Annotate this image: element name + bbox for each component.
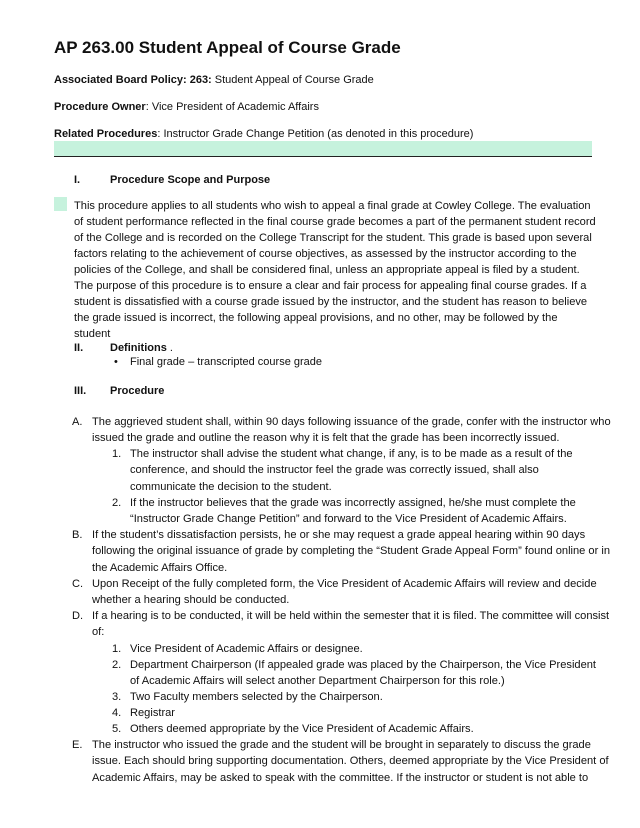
section-title: Procedure Scope and Purpose xyxy=(110,174,271,186)
procedure-item-d4 xyxy=(112,705,600,721)
section-suffix: . xyxy=(166,342,173,354)
page-title: AP 263.00 Student Appeal of Course Grade xyxy=(54,38,401,57)
procedure-item-c xyxy=(72,576,612,609)
item-text: If the student’s dissatisfaction persists, he or she may request a grade appeal hearing within 90 days following the original issuance of grade by completing the “Student Grade Appeal Form” found online or in the Academic Affairs Office. xyxy=(92,529,611,574)
item-label: E. xyxy=(72,739,83,751)
policy-value: Student Appeal of Course Grade xyxy=(211,74,374,86)
item-text: The instructor shall advise the student what change, if any, is to be made as a result of the conference, and should the instructor feel the grade was correctly issued, shall also communicate the decision to the student. xyxy=(130,448,573,493)
item-label: B. xyxy=(72,529,83,541)
bullet-icon: • xyxy=(114,356,118,368)
item-label: 5. xyxy=(112,723,122,735)
item-text: The aggrieved student shall, within 90 days following issuance of the grade, confer with the instructor who issued the grade and outline the reason why it is felt that the grade has been incorrectly issued. xyxy=(92,416,611,445)
item-label: 1. xyxy=(112,448,122,460)
procedure-item-a2 xyxy=(112,495,600,528)
item-label: 1. xyxy=(112,643,122,655)
section-heading-definitions xyxy=(74,342,173,354)
item-label: 2. xyxy=(112,497,122,509)
scope-paragraph xyxy=(74,198,596,342)
procedure-item-d xyxy=(72,608,612,641)
horizontal-divider xyxy=(54,156,592,157)
item-text: Others deemed appropriate by the Vice President of Academic Affairs. xyxy=(130,723,474,735)
related-procedures xyxy=(54,128,473,140)
item-text: Vice President of Academic Affairs or designee. xyxy=(130,643,363,655)
policy-label: Associated Board Policy: 263: xyxy=(54,74,212,86)
item-label: 4. xyxy=(112,707,122,719)
procedure-item-d5 xyxy=(112,721,600,737)
item-label: D. xyxy=(72,610,84,622)
scope-text-1: This procedure applies to all students who wish to appeal a final grade at Cowley College. The evaluation of student performance reflected in the final course grade becomes a part of the permanent student record of the College and is recorded on the College Transcript for the student. This grade is based upon several factors relating to the achievement of course objectives, as assessed by the instructor according to the policies of the College, and shall be considered final, unless an appropriate appeal is filed by a student. xyxy=(74,200,596,276)
section-title: Definitions xyxy=(110,342,167,354)
owner-value: : Vice President of Academic Affairs xyxy=(145,101,319,113)
procedure-owner xyxy=(54,101,319,113)
highlight-marker xyxy=(54,197,67,211)
section-heading-procedure xyxy=(74,385,164,397)
section-title: Procedure xyxy=(110,385,165,397)
associated-policy xyxy=(54,74,374,86)
procedure-item-d2 xyxy=(112,657,600,690)
item-text: Registrar xyxy=(130,707,176,719)
procedure-item-a1 xyxy=(112,446,600,495)
item-label: 2. xyxy=(112,659,122,671)
owner-label: Procedure Owner xyxy=(54,101,146,113)
section-number: I. xyxy=(74,174,81,186)
item-text: Upon Receipt of the fully completed form, the Vice President of Academic Affairs will review and decide whether a hearing should be conducted. xyxy=(92,578,597,607)
definition-text: Final grade – transcripted course grade xyxy=(130,356,322,368)
section-heading-scope xyxy=(74,174,270,186)
related-value: : Instructor Grade Change Petition (as denoted in this procedure) xyxy=(157,128,474,140)
item-label: 3. xyxy=(112,691,122,703)
item-text: If the instructor believes that the grade was incorrectly assigned, he/she must complete the “Instructor Grade Change Petition” and forward to the Vice President of Academic Affairs. xyxy=(130,497,576,526)
highlight-band xyxy=(54,141,592,156)
related-label: Related Procedures xyxy=(54,128,158,140)
item-text: The instructor who issued the grade and the student will be brought in separately to discuss the grade issue. Each should bring supporting documentation. Others, deemed appropriate by the Vice President of Academic Affairs, may be asked to speak with the committee. If the instructor or student is not able to xyxy=(92,739,609,784)
definition-item xyxy=(114,356,322,368)
section-number: III. xyxy=(74,385,87,397)
procedure-item-d1 xyxy=(112,641,600,657)
scope-text-2: The purpose of this procedure is to ensure a clear and fair process for appealing final course grades. If a student is dissatisfied with a course grade issued by the instructor, and the student has reason to believe the grade issued is incorrect, the following appeal provisions, and no other, may be followed by the student xyxy=(74,280,588,340)
item-label: C. xyxy=(72,578,84,590)
item-text: Two Faculty members selected by the Chairperson. xyxy=(130,691,383,703)
procedure-item-a xyxy=(72,414,612,447)
item-label: A. xyxy=(72,416,83,428)
item-text: If a hearing is to be conducted, it will be held within the semester that it is filed. The committee will consist of: xyxy=(92,610,610,639)
item-text: Department Chairperson (If appealed grade was placed by the Chairperson, the Vice President of Academic Affairs will select another Department Chairperson for this role.) xyxy=(130,659,597,688)
procedure-item-e xyxy=(72,737,612,786)
procedure-item-b xyxy=(72,527,612,576)
procedure-item-d3 xyxy=(112,689,600,705)
section-number: II. xyxy=(74,342,84,354)
